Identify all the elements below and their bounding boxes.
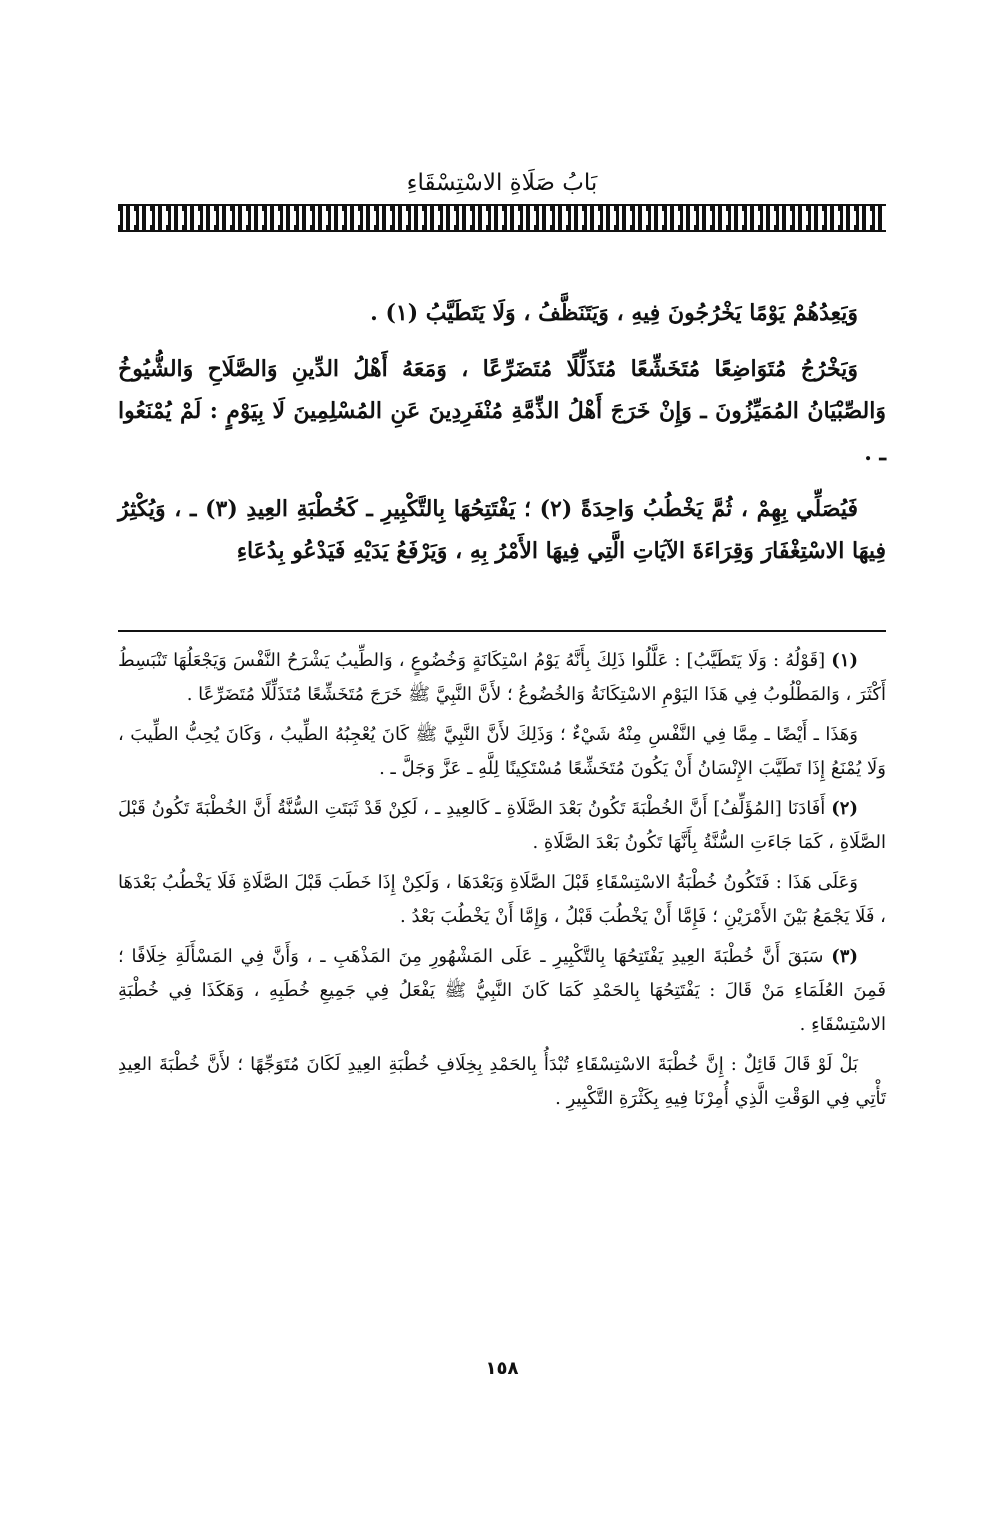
- footnote: [118, 866, 886, 934]
- footnotes: [118, 644, 886, 1122]
- footnote: [118, 792, 886, 860]
- footnote-number: (٢): [831, 798, 858, 819]
- decorative-border-ornament: [118, 204, 886, 232]
- footnote-text: سَبَقَ أَنَّ خُطْبَةَ العِيدِ يَفْتَتِحُهَا بِالتَّكْبِيرِ ـ عَلَى المَشْهُورِ مِنَ المَذْهَبِ ـ ، وَأَنَّ فِي المَسْأَلَةِ خِلَافًا ؛ فَمِنَ العُلَمَاءِ مَنْ قَالَ : يَفْتَتِحُهَا بِالحَمْدِ كَمَا كَانَ النَّبِيُّ ﷺ يَفْعَلُ فِي جَمِيعِ خُطَبِهِ ، وَهَكَذَا فِي خُطْبَةِ الاسْتِسْقَاءِ .: [118, 946, 886, 1035]
- footnote-text: وَعَلَى هَذَا : فَتَكُونُ خُطْبَةُ الاسْتِسْقَاءِ قَبْلَ الصَّلَاةِ وَبَعْدَهَا ، وَلَكِنْ إِذَا خَطَبَ قَبْلَ الصَّلَاةِ فَلَا يَخْطُبُ بَعْدَهَا ، فَلَا يَجْمَعُ بَيْنَ الأَمْرَيْنِ ؛ فَإِمَّا أَنْ يَخْطُبَ قَبْلُ ، وَإِمَّا أَنْ يَخْطُبَ بَعْدُ .: [118, 872, 886, 927]
- main-paragraph: فَيُصَلِّي بِهِمْ ، ثُمَّ يَخْطُبُ وَاحِدَةً (٢) ؛ يَفْتَتِحُهَا بِالتَّكْبِيرِ ـ كَخُطْبَةِ العِيدِ (٣) ـ ، وَيُكْثِرُ فِيهَا الاسْتِغْفَارَ وَقِرَاءَةَ الآيَاتِ الَّتِي فِيهَا الأَمْرُ بِهِ ، وَيَرْفَعُ يَدَيْهِ فَيَدْعُو بِدُعَاءِ: [118, 496, 886, 564]
- chapter-header: [118, 168, 886, 232]
- page-number: ١٥٨: [485, 1358, 519, 1379]
- main-paragraph: وَيَخْرُجُ مُتَوَاضِعًا مُتَخَشِّعًا مُتَذَلِّلًا مُتَضَرِّعًا ، وَمَعَهُ أَهْلُ الدِّينِ وَالصَّلَاحِ وَالشُّيُوخُ وَالصِّبْيَانُ المُمَيِّزُونَ ـ وَإِنْ خَرَجَ أَهْلُ الذِّمَّةِ مُنْفَرِدِينَ عَنِ المُسْلِمِينَ لَا بِيَوْمٍ : لَمْ يُمْنَعُوا ـ .: [118, 356, 886, 466]
- chapter-title: بَابُ صَلَاةِ الاسْتِسْقَاءِ: [406, 170, 598, 196]
- footnote-number: (٣): [831, 946, 858, 967]
- footnote: [118, 1048, 886, 1116]
- footnote-text: أَفَادَنَا [المُؤَلِّفُ] أَنَّ الخُطْبَةَ تَكُونُ بَعْدَ الصَّلَاةِ ـ كَالعِيدِ ـ ، لَكِنْ قَدْ ثَبَتَتِ السُّنَّةُ أَنَّ الخُطْبَةَ تَكُونُ قَبْلَ الصَّلَاةِ ، كَمَا جَاءَتِ السُّنَّةُ بِأَنَّهَا تَكُونُ بَعْدَ الصَّلَاةِ .: [118, 798, 886, 853]
- footnote: [118, 940, 886, 1042]
- footnote-text: وَهَذَا ـ أَيْضًا ـ مِمَّا فِي النَّفْسِ مِنْهُ شَيْءٌ ؛ وَذَلِكَ لأَنَّ النَّبِيَّ ﷺ كَانَ يُعْجِبُهُ الطِّيبُ ، وَكَانَ يُحِبُّ الطِّيبَ ، وَلَا يُمْنَعُ إِذَا تَطَيَّبَ الإِنْسَانُ أَنْ يَكُونَ مُتَخَشِّعًا مُسْتَكِينًا لِلَّهِ ـ عَزَّ وَجَلَّ ـ .: [118, 724, 886, 779]
- main-text: [118, 292, 886, 586]
- footnote: [118, 644, 886, 712]
- footnote-text: [قَوْلُهُ : وَلَا يَتَطَيَّبُ] : عَلَّلُوا ذَلِكَ بِأَنَّهُ يَوْمُ اسْتِكَانَةٍ وَخُضُوعٍ ، وَالطِّيبُ يَشْرَحُ النَّفْسَ وَيَجْعَلُهَا تَنْبَسِطُ أَكْثَرَ ، وَالمَطْلُوبُ فِي هَذَا اليَوْمِ الاسْتِكَانَةُ وَالخُضُوعُ ؛ لأَنَّ النَّبِيَّ ﷺ خَرَجَ مُتَخَشِّعًا مُتَذَلِّلًا مُتَضَرِّعًا .: [118, 650, 886, 705]
- footnote-text: بَلْ لَوْ قَالَ قَائِلٌ : إِنَّ خُطْبَةَ الاسْتِسْقَاءِ تُبْدَأُ بِالحَمْدِ بِخِلَافِ خُطْبَةِ العِيدِ لَكَانَ مُتَوَجِّهًا ؛ لأَنَّ خُطْبَةَ العِيدِ تَأْتِي فِي الوَقْتِ الَّذِي أُمِرْنَا فِيهِ بِكَثْرَةِ التَّكْبِيرِ .: [118, 1054, 886, 1109]
- main-paragraph: وَيَعِدُهُمْ يَوْمًا يَخْرُجُونَ فِيهِ ، وَيَتَنَظَّفُ ، وَلَا يَتَطَيَّبُ (١) .: [370, 300, 858, 326]
- footnote: [118, 718, 886, 786]
- footnote-number: (١): [831, 650, 858, 671]
- footnote-separator: [118, 630, 886, 632]
